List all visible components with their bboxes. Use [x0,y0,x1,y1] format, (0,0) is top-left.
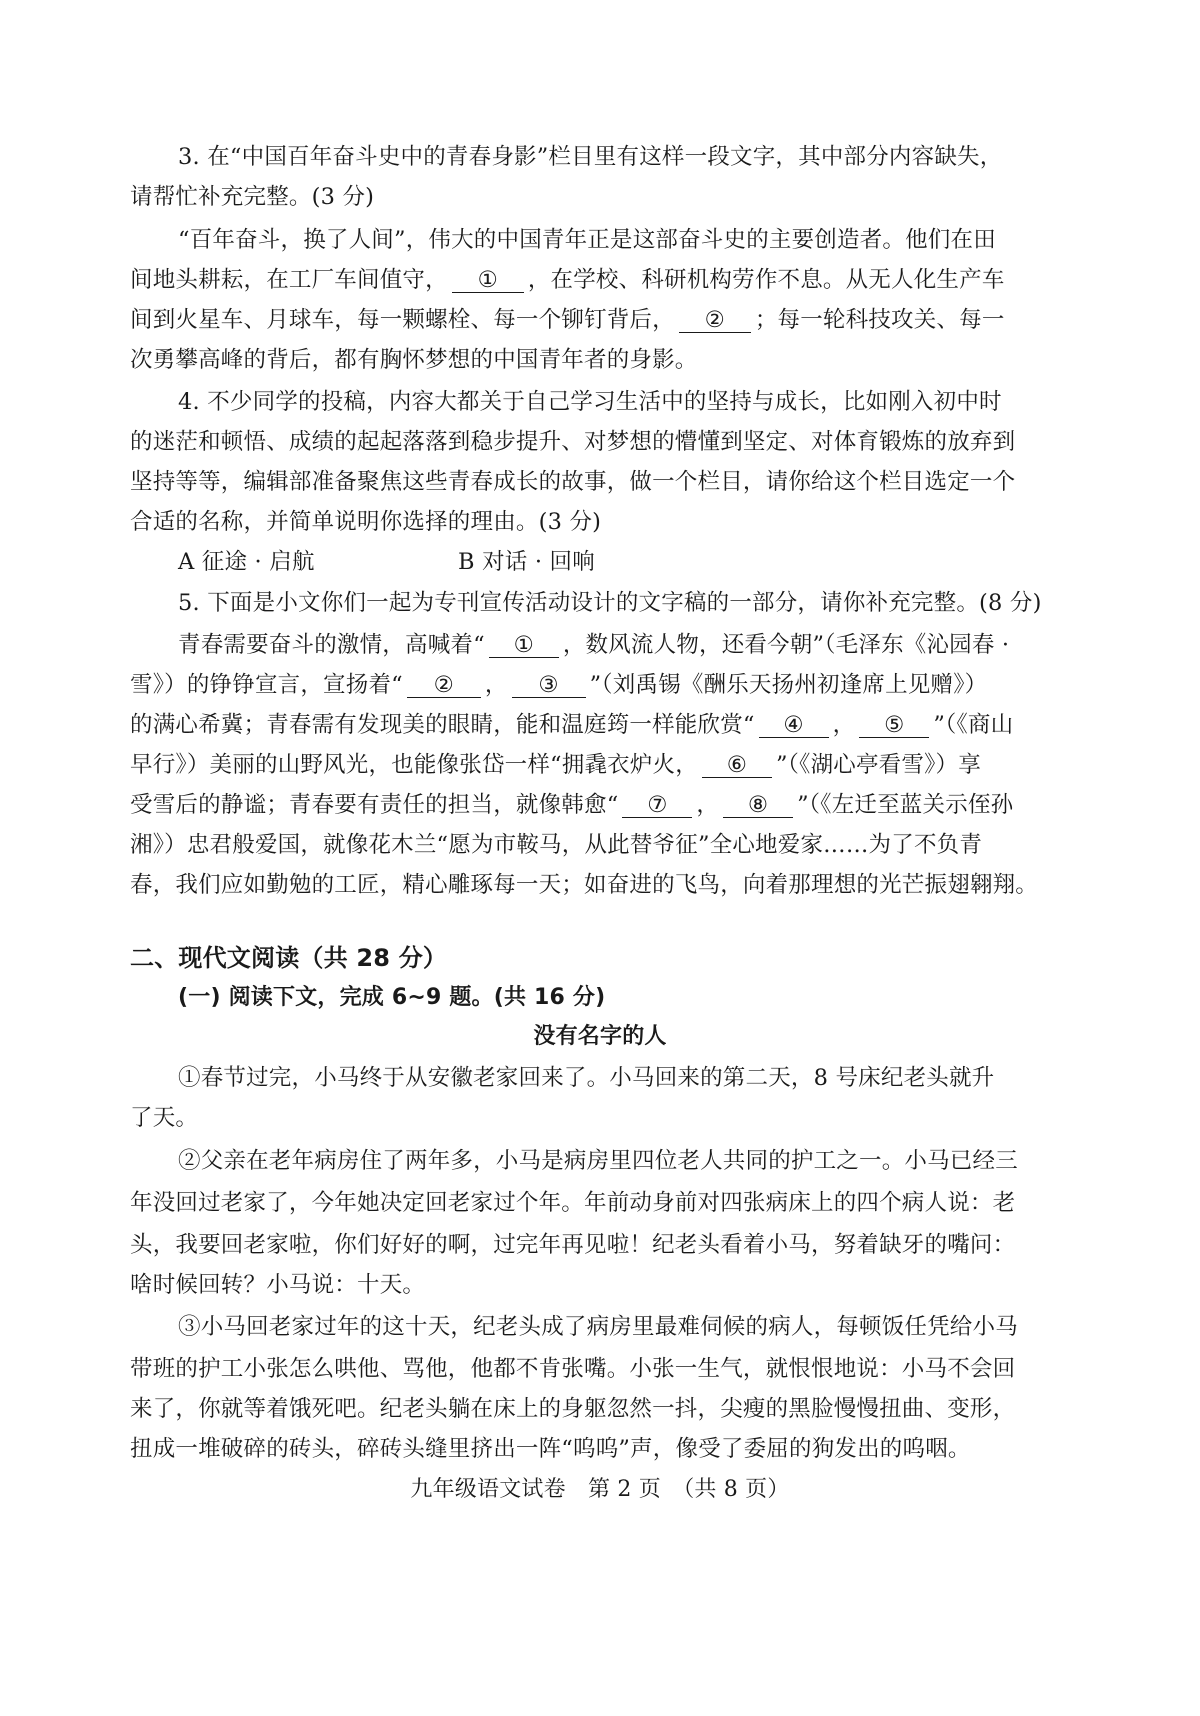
q5-line-6-sep: ， [696,792,720,818]
page-footer: 九年级语文试卷 第 2 页 （共 8 页） [410,1477,790,1502]
q5-line-3-text-a: 雪》）的铮铮宣言，宣扬着“ [130,672,403,698]
fill-blank-3[interactable]: ③ [512,673,586,698]
option-a: A 征途 · 启航 [178,549,315,575]
fill-blank-6[interactable]: ⑥ [702,753,772,778]
q5-line-2-text-b: ，数风流人物，还看今朝”（毛泽东《沁园春 · [562,632,1010,658]
q5-line-1: 5. 下面是小文你们一起为专刊宣传活动设计的文字稿的一部分，请你补充完整。(8 分) [178,590,1042,616]
q5-line-4-sep: ， [832,712,856,738]
q3-line-4-text-a: 间地头耕耘，在工厂车间值守， [130,267,448,293]
q5-line-6 [130,790,1070,820]
q4-line-2: 的迷茫和顿悟、成绩的起起落落到稳步提升、对梦想的懵懂到坚定、对体育锻炼的放弃到 [130,429,1016,455]
q3-line-4 [130,265,1070,295]
passage-title: 没有名字的人 [533,1024,667,1049]
paragraph-2-line-4: 啥时候回转？小马说：十天。 [130,1272,426,1298]
q3-line-1: 3. 在“中国百年奋斗史中的青春身影”栏目里有这样一段文字，其中部分内容缺失， [178,144,1003,170]
paragraph-2-line-2: 年没回过老家了，今年她决定回老家过个年。年前动身前对四张病床上的四个病人说：老 [130,1190,1016,1216]
q5-line-4 [130,710,1070,740]
q5-line-2-text-a: 青春需要奋斗的激情，高喊着“ [178,632,485,658]
q4-options [178,547,1070,577]
q4-line-1: 4. 不少同学的投稿，内容大都关于自己学习生活中的坚持与成长，比如刚入初中时 [178,389,1002,415]
q3-line-5-text-b: ；每一轮科技攻关、每一 [754,307,1005,333]
fill-blank-1[interactable]: ① [489,633,559,658]
q5-line-7: 湘》）忠君般爱国，就像花木兰“愿为市鞍马，从此替爷征”全心地爱家……为了不负青 [130,832,983,858]
q4-line-3: 坚持等等，编辑部准备聚焦这些青春成长的故事，做一个栏目，请你给这个栏目选定一个 [130,469,1016,495]
fill-blank-5[interactable]: ⑤ [859,713,929,738]
q4-line-4: 合适的名称，并简单说明你选择的理由。(3 分) [130,509,602,535]
q3-line-2: 请帮忙补充完整。(3 分) [130,184,375,210]
q5-line-3 [130,670,1070,700]
q5-line-5-text-a: 早行》）美丽的山野风光，也能像张岱一样“拥毳衣炉火， [130,752,698,778]
q5-line-4-text-a: 的满心希冀；青春需有发现美的眼睛，能和温庭筠一样能欣赏“ [130,712,755,738]
fill-blank-8[interactable]: ⑧ [723,793,793,818]
q3-line-3: “百年奋斗，换了人间”，伟大的中国青年正是这部奋斗史的主要创造者。他们在田 [178,227,996,253]
paragraph-2-line-3: 头，我要回老家啦，你们好好的啊，过完年再见啦！纪老头看着小马，努着缺牙的嘴问： [130,1232,1016,1258]
q3-line-5-text-a: 间到火星车、月球车，每一颗螺栓、每一个铆钉背后， [130,307,675,333]
paragraph-3-line-1: ③小马回老家过年的这十天，纪老头成了病房里最难伺候的病人，每顿饭任凭给小马 [178,1314,1018,1340]
q3-line-5 [130,305,1070,335]
q5-line-3-sep: ， [484,672,508,698]
option-b: B 对话 · 回响 [458,549,595,575]
fill-blank-7[interactable]: ⑦ [622,793,692,818]
q5-line-5 [130,750,1070,780]
q5-line-6-text-a: 受雪后的静谧；青春要有责任的担当，就像韩愈“ [130,792,619,818]
q3-line-4-text-b: ，在学校、科研机构劳作不息。从无人化生产车 [527,267,1005,293]
q5-line-4-text-b: ”（《商山 [933,712,1014,738]
q3-line-6: 次勇攀高峰的背后，都有胸怀梦想的中国青年者的身影。 [130,347,698,373]
fill-blank-4[interactable]: ④ [759,713,829,738]
paragraph-2-line-1: ②父亲在老年病房住了两年多，小马是病房里四位老人共同的护工之一。小马已经三 [178,1148,1018,1174]
q5-line-6-text-b: ”（《左迁至蓝关示侄孙 [797,792,1014,818]
paragraph-3-line-4: 扭成一堆破碎的砖头，碎砖头缝里挤出一阵“呜呜”声，像受了委屈的狗发出的呜咽。 [130,1436,971,1462]
section-subheading: (一) 阅读下文，完成 6~9 题。(共 16 分) [178,985,606,1010]
paragraph-3-line-3: 来了，你就等着饿死吧。纪老头躺在床上的身躯忽然一抖，尖瘦的黑脸慢慢扭曲、变形， [130,1396,1016,1422]
q5-line-8: 春，我们应如勤勉的工匠，精心雕琢每一天；如奋进的飞鸟，向着那理想的光芒振翅翱翔。 [130,872,1039,898]
q5-line-2 [178,630,1070,660]
fill-blank-2[interactable]: ② [407,673,481,698]
section-heading: 二、现代文阅读（共 28 分） [130,944,448,972]
paragraph-1-line-1: ①春节过完，小马终于从安徽老家回来了。小马回来的第二天，8 号床纪老头就升 [178,1065,995,1091]
q5-line-5-text-b: ”（《湖心亭看雪》）享 [775,752,981,778]
fill-blank-2[interactable]: ② [679,308,751,333]
q5-line-3-text-b: ”（刘禹锡《酬乐天扬州初逢席上见赠》） [589,672,988,698]
paragraph-3-line-2: 带班的护工小张怎么哄他、骂他，他都不肯张嘴。小张一生气，就恨恨地说：小马不会回 [130,1356,1016,1382]
fill-blank-1[interactable]: ① [452,268,524,293]
paragraph-1-line-2: 了天。 [130,1105,199,1131]
